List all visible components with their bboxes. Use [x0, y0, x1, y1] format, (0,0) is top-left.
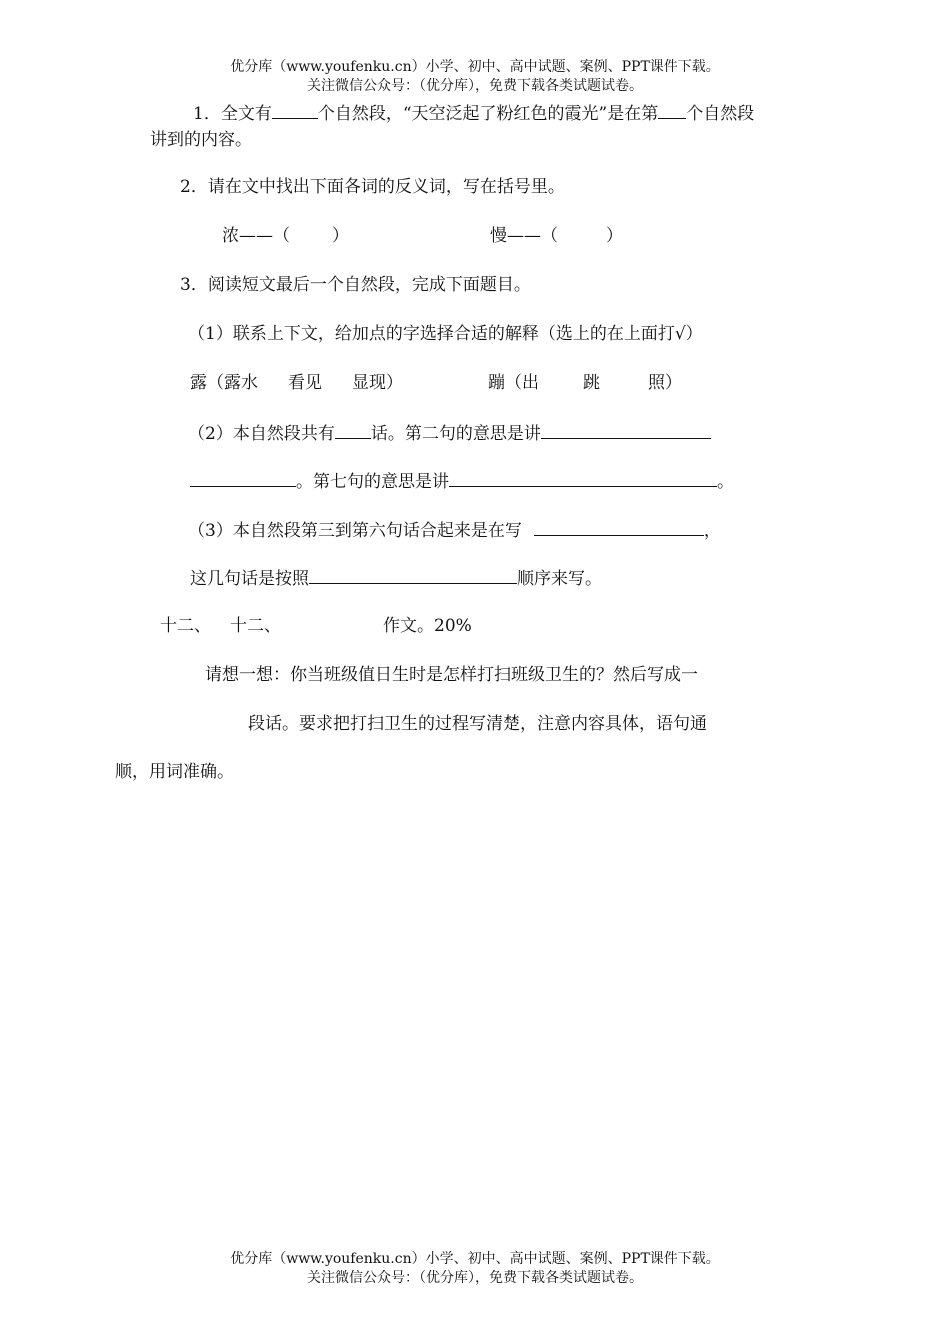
q3-sub3-text-c: 这几句话是按照 [190, 569, 309, 589]
q3-lu-option-2[interactable]: 看见 [288, 373, 322, 393]
page-header-line1: 优分库（www.youfenku.cn）小学、初中、高中试题、案例、PPT课件下载。 [230, 59, 720, 75]
q3-sub1: （1）联系上下文，给加点的字选择合适的解释（选上的在上面打√） [188, 324, 703, 344]
q3-blank-second-sentence-cont[interactable] [190, 468, 296, 487]
q3-blank-second-sentence[interactable] [541, 420, 711, 439]
q3-beng-char: 蹦 [488, 373, 505, 393]
essay-line3: 顺，用词准确。 [115, 762, 234, 782]
q3-beng-option-2[interactable]: 跳 [583, 373, 600, 393]
page-footer-line1: 优分库（www.youfenku.cn）小学、初中、高中试题、案例、PPT课件下载。 [230, 1251, 720, 1267]
q3-sub2-text-c: 。第七句的意思是讲 [296, 472, 449, 492]
q3-blank-sentence-count[interactable] [335, 420, 371, 439]
q3-sub2-text-d: 。 [717, 472, 734, 492]
q1-text-a: 1．全文有 [193, 104, 272, 124]
q3-beng-option-1[interactable]: （出 [505, 373, 539, 393]
q2-word2-label: 慢——（ [490, 226, 558, 246]
q1-line2: 讲到的内容。 [150, 130, 252, 150]
q1-blank-paragraph-number[interactable] [658, 100, 686, 119]
q2-word1-close: ） [332, 226, 349, 246]
q3-lu-option-1[interactable]: （露水 [207, 373, 258, 393]
question-1 [193, 100, 754, 126]
page-footer-line2: 关注微信公众号：（优分库），免费下载各类试题试卷。 [307, 1270, 643, 1286]
section-12-title: 作文。20% [383, 616, 472, 636]
q3-blank-order[interactable] [309, 565, 517, 584]
q3-sub3-text-a: （3）本自然段第三到第六句话合起来是在写 [188, 521, 522, 541]
essay-line1: 请想一想：你当班级值日生时是怎样打扫班级卫生的？然后写成一 [205, 665, 698, 685]
q3-lu-char: 露 [190, 373, 207, 393]
question-2: 2．请在文中找出下面各词的反义词，写在括号里。 [180, 177, 565, 197]
q3-sub3-line2 [190, 565, 602, 591]
q3-sub3-line1 [188, 517, 721, 543]
q3-blank-seventh-sentence[interactable] [449, 468, 717, 487]
essay-line2: 段话。要求把打扫卫生的过程写清楚，注意内容具体，语句通 [248, 714, 707, 734]
q3-sub2-text-a: （2）本自然段共有 [188, 424, 335, 444]
q3-sub2-line1 [188, 420, 711, 446]
section-12-num2: 十二、 [230, 616, 281, 636]
q1-text-c: 个自然段 [686, 104, 755, 124]
page-header-line2: 关注微信公众号：（优分库），免费下载各类试题试卷。 [307, 78, 643, 94]
q3-lu-row [190, 371, 403, 395]
q2-word2 [490, 224, 623, 248]
q3-sub2-line2 [190, 468, 734, 494]
section-12-num1: 十二、 [160, 616, 211, 636]
q2-word2-close: ） [606, 226, 623, 246]
question-3: 3．阅读短文最后一个自然段，完成下面题目。 [180, 275, 531, 295]
q3-beng-option-3[interactable]: 照） [648, 373, 682, 393]
q2-word1-label: 浓——（ [222, 226, 290, 246]
q3-sub3-text-d: 顺序来写。 [517, 569, 602, 589]
q2-word1 [222, 224, 349, 248]
q1-blank-paragraph-count[interactable] [272, 100, 318, 119]
q3-sub2-text-b: 话。第二句的意思是讲 [370, 424, 541, 444]
q3-beng-row [488, 371, 682, 395]
q1-text-b: 个自然段，“天空泛起了粉红色的霞光”是在第 [317, 104, 659, 124]
q3-sub3-text-b: ， [703, 521, 721, 541]
q3-blank-topic[interactable] [534, 517, 704, 536]
q3-lu-option-3[interactable]: 显现） [352, 373, 403, 393]
